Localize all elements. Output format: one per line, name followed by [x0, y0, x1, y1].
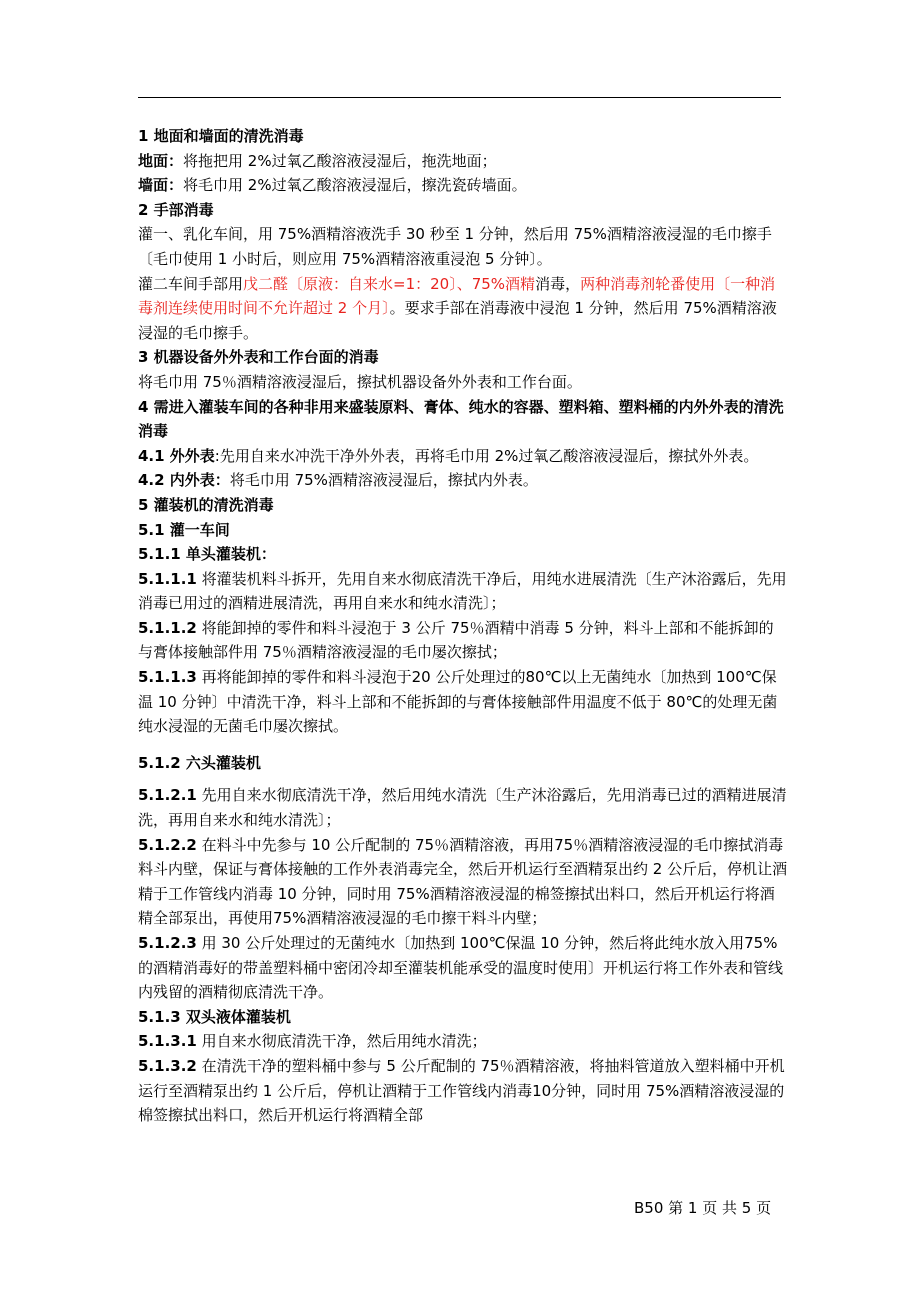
section-5-1-1-heading: 5.1.1 单头灌装机： [138, 545, 276, 564]
section-4-heading: 4 需进入灌装车间的各种非用来盛装原料、膏体、纯水的容器、塑料箱、塑料桶的内外外表的清洗消毒 [138, 397, 784, 441]
section-3-paragraph: 将毛巾用 75％酒精溶液浸湿后，擦拭机器设备外外表和工作台面。 [138, 372, 582, 391]
step-5-1-1-2-text: 将能卸掉的零件和料斗浸泡于 3 公斤 75％酒精中消毒 5 分钟，料斗上部和不能拆卸的与膏体接触部件用 75％酒精溶液浸湿的毛巾屡次擦拭； [138, 618, 774, 662]
wall-label: 墙面： [138, 176, 184, 195]
hand-p2-red-2: 两种消毒剂轮番使用〔一种消毒剂连续使用时间不允许超过 2 个月〕 [138, 274, 776, 318]
wall-paragraph [138, 173, 788, 198]
document-body [138, 124, 788, 1128]
step-5-1-1-1-text: 将灌装机料斗拆开，先用自来水彻底清洗干净后，用纯水进展清洗〔生产沐浴露后，先用消毒已用过的酒精进展清洗，再用自来水和纯水清洗〕； [138, 569, 787, 613]
step-5-1-3-2-text: 在清洗干净的塑料桶中参与 5 公斤配制的 75％酒精溶液，将抽料管道放入塑料桶中开机运行至酒精泵出约 1 公斤后，停机让酒精于工作管线内消毒10分钟，同时用 75%酒精溶液浸湿的棉签擦拭出料口，然后开机运行将酒精全部 [138, 1056, 785, 1125]
step-5-1-2-1-text: 先用自来水彻底清洗干净，然后用纯水清洗〔生产沐浴露后，先用消毒已过的酒精进展清洗，再用自来水和纯水清洗〕； [138, 786, 787, 830]
floor-text: 将拖把用 2%过氧乙酸溶液浸湿后，拖洗地面； [183, 151, 497, 170]
step-5-1-3-2-label: 5.1.3.2 [138, 1056, 197, 1075]
step-5-1-1-3-text: 再将能卸掉的零件和料斗浸泡于20 公斤处理过的80℃以上无菌纯水〔加热到 100℃保温 10 分钟〕中清洗干净，料斗上部和不能拆卸的与膏体接触部件用温度不低于 80℃的处理无菌纯水浸湿的无菌毛巾屡次擦拭。 [138, 668, 778, 736]
section-4-1-text: :先用自来水冲洗干净外外表，再将毛巾用 2%过氧乙酸溶液浸湿后，擦拭外外表。 [214, 446, 759, 465]
hand-p2-text-c: 。要求手部在消毒液中浸泡 1 分钟，然后用 75%酒精溶液浸湿的毛巾擦手。 [138, 299, 777, 342]
section-5-heading: 5 灌装机的清洗消毒 [138, 495, 274, 514]
step-5-1-2-3 [138, 931, 788, 1005]
section-5-1-heading: 5.1 灌一车间 [138, 520, 230, 539]
step-5-1-3-1-label: 5.1.3.1 [138, 1032, 197, 1051]
step-5-1-3-2 [138, 1054, 788, 1128]
hand-p2-text-b: 消毒， [535, 274, 581, 293]
hand-p2-text-a: 灌二车间手部用 [138, 274, 244, 293]
step-5-1-1-1-label: 5.1.1.1 [138, 569, 197, 588]
step-5-1-2-1-label: 5.1.2.1 [138, 786, 197, 805]
step-5-1-1-3 [138, 665, 788, 739]
step-5-1-2-2-label: 5.1.2.2 [138, 835, 197, 854]
hand-paragraph-1: 灌一、乳化车间，用 75%酒精溶液洗手 30 秒至 1 分钟，然后用 75%酒精溶液浸湿的毛巾擦手〔毛巾使用 1 小时后，则应用 75%酒精溶液重浸泡 5 分钟〕。 [138, 225, 772, 268]
section-4-1-label: 4.1 外外表 [138, 446, 215, 465]
step-5-1-1-2-label: 5.1.1.2 [138, 618, 197, 637]
step-5-1-3-1 [138, 1029, 788, 1054]
step-5-1-2-1 [138, 783, 788, 832]
header-rule [138, 97, 781, 98]
section-4-2-paragraph [138, 468, 788, 493]
section-4-1-paragraph [138, 444, 788, 469]
floor-paragraph [138, 149, 788, 174]
step-5-1-2-3-label: 5.1.2.3 [138, 934, 197, 952]
step-5-1-2-2-text: 在料斗中先参与 10 公斤配制的 75％酒精溶液，再用75％酒精溶液浸湿的毛巾擦拭消毒料斗内壁，保证与膏体接触的工作外表消毒完全，然后开机运行至酒精泵出约 2 公斤后，停机让酒精于工作管线内消毒 10 分钟，同时用 75%酒精溶液浸湿的棉签擦拭出料口，然后开机运行将酒精全部泵出，再使用75%酒精溶液浸湿的毛巾擦干料斗内壁； [138, 835, 788, 928]
step-5-1-2-3-text: 用 30 公斤处理过的无菌纯水〔加热到 100℃保温 10 分钟，然后将此纯水放入用75%的酒精消毒好的带盖塑料桶中密闭冷却至灌装机能承受的温度时使用〕开机运行将工作外表和管线内残留的酒精彻底清洗干净。 [138, 934, 784, 1002]
wall-text: 将毛巾用 2%过氧乙酸溶液浸湿后，擦洗瓷砖墙面。 [183, 176, 527, 195]
section-4-2-label: 4.2 内外表： [138, 471, 230, 490]
hand-p2-red-1: 戊二醛〔原液：自来水=1：20〕、75%酒精 [243, 274, 536, 293]
step-5-1-1-1 [138, 567, 788, 616]
section-2-heading: 2 手部消毒 [138, 200, 214, 219]
step-5-1-1-3-label: 5.1.1.3 [138, 668, 197, 687]
step-5-1-2-2 [138, 833, 788, 931]
section-1-heading: 1 地面和墙面的清洗消毒 [138, 127, 304, 145]
section-4-2-text: 将毛巾用 75%酒精溶液浸湿后，擦拭内外表。 [229, 471, 538, 490]
step-5-1-1-2 [138, 616, 788, 665]
section-5-1-3-heading: 5.1.3 双头液体灌装机 [138, 1007, 291, 1026]
section-5-1-2-heading: 5.1.2 六头灌装机 [138, 753, 261, 772]
page-footer: B50 第 1 页 共 5 页 [634, 1199, 772, 1217]
floor-label: 地面： [138, 151, 184, 170]
hand-paragraph-2 [138, 272, 788, 346]
section-3-heading: 3 机器设备外外表和工作台面的消毒 [138, 348, 379, 367]
step-5-1-3-1-text: 用自来水彻底清洗干净，然后用纯水清洗； [201, 1032, 487, 1051]
